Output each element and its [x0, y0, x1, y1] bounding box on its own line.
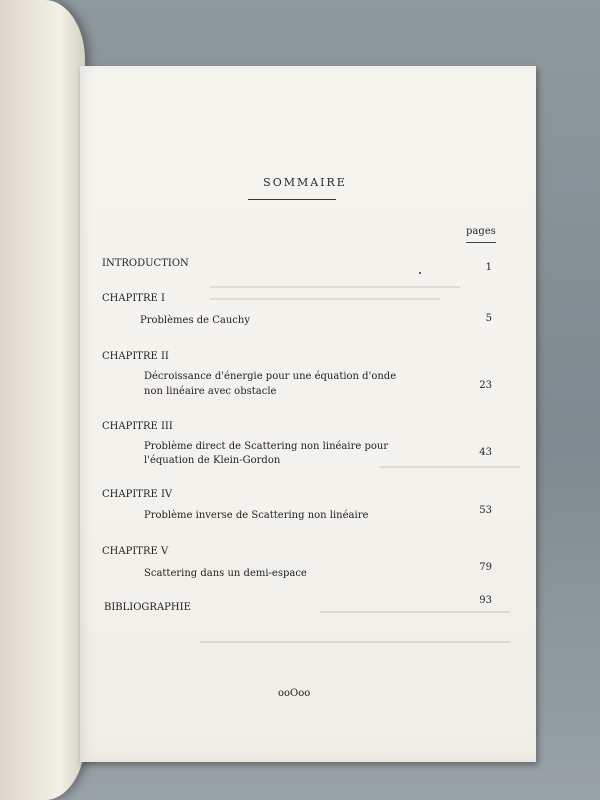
page-number: 23: [479, 380, 492, 391]
show-through-line: [210, 298, 440, 300]
page-number: 53: [479, 505, 492, 516]
toc-entry-line: l'équation de Klein-Gordon: [144, 455, 281, 466]
facing-page: [0, 0, 85, 800]
show-through-line: [200, 641, 510, 643]
toc-heading-chapitre-2: CHAPITRE II: [102, 351, 169, 362]
toc-entry-line: Scattering dans un demi-espace: [144, 568, 307, 579]
toc-entry-line: Problèmes de Cauchy: [140, 315, 250, 326]
show-through-line: [320, 611, 510, 613]
book-page: [80, 66, 536, 762]
closing-ornament: ooOoo: [278, 688, 311, 699]
pages-column-label: pages: [466, 226, 496, 237]
leader-dot: [419, 272, 421, 274]
pages-underline: [466, 242, 496, 243]
toc-heading-chapitre-4: CHAPITRE IV: [102, 489, 173, 500]
page-number: 5: [485, 313, 492, 324]
toc-heading-chapitre-1: CHAPITRE I: [102, 293, 165, 304]
page-number: 79: [479, 562, 492, 573]
page-number: 93: [479, 595, 492, 606]
toc-heading-chapitre-3: CHAPITRE III: [102, 421, 173, 432]
page-number: 43: [479, 447, 492, 458]
toc-entry-line: Décroissance d'énergie pour une équation d'onde: [144, 371, 397, 382]
show-through-line: [210, 286, 460, 288]
toc-entry-line: Problème direct de Scattering non linéaire pour: [144, 441, 389, 452]
title-underline: [248, 199, 336, 200]
page-number: 1: [485, 262, 492, 273]
toc-heading-introduction: INTRODUCTION: [102, 258, 189, 269]
toc-entry-line: Problème inverse de Scattering non linéaire: [144, 510, 369, 521]
toc-heading-bibliographie: BIBLIOGRAPHIE: [104, 602, 191, 613]
toc-entry-line: non linéaire avec obstacle: [144, 386, 277, 397]
show-through-line: [380, 466, 520, 468]
toc-heading-chapitre-5: CHAPITRE V: [102, 546, 169, 557]
toc-title: SOMMAIRE: [263, 176, 347, 189]
